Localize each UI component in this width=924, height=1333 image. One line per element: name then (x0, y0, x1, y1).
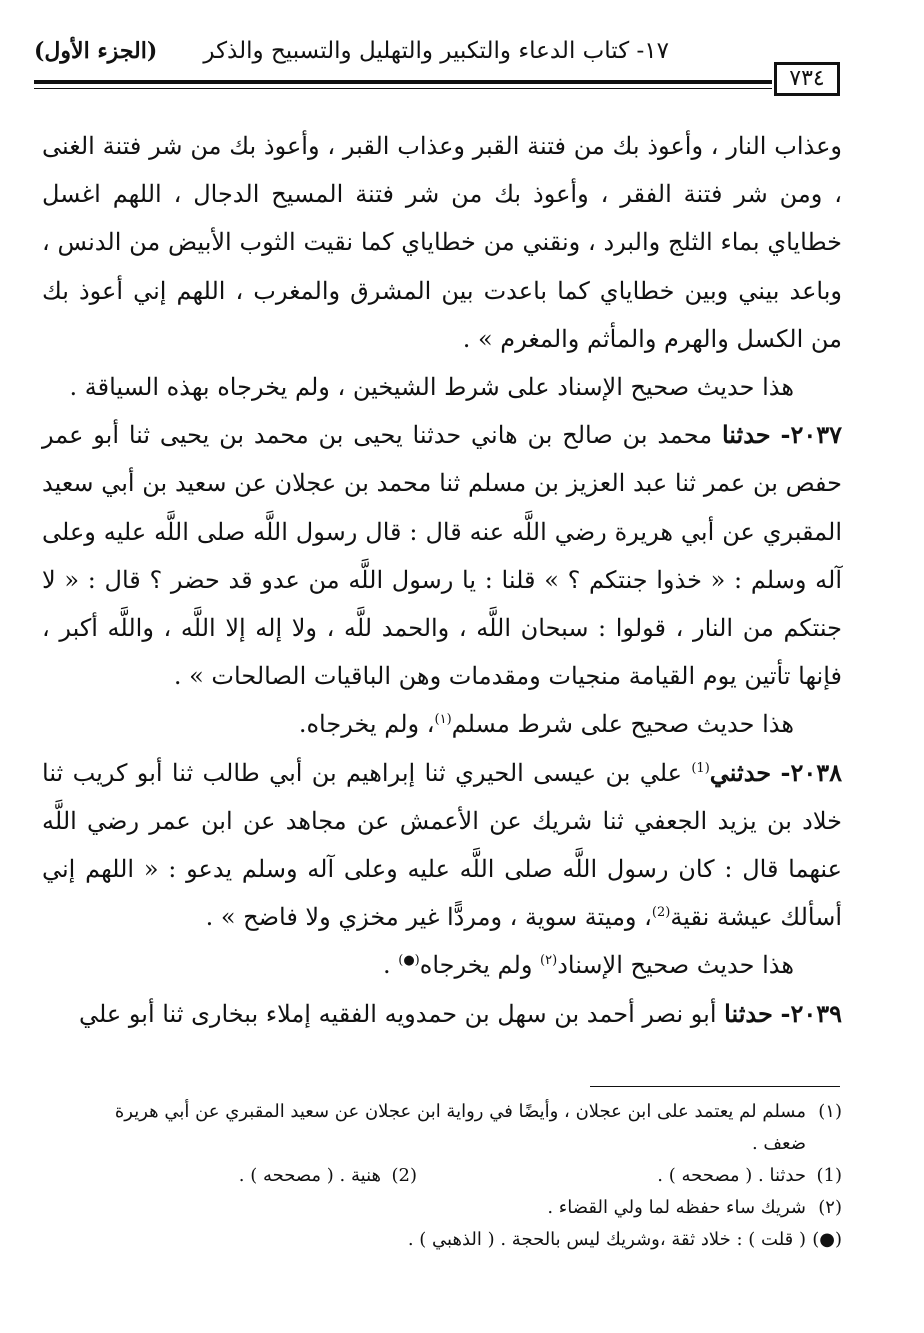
verdict-text: هذا حديث صحيح الإسناد (557, 951, 794, 980)
footnote-ref: (1) (691, 760, 710, 776)
footnote-ref: (2) (651, 905, 671, 921)
footnote-item (657, 1160, 842, 1192)
verdict-note (42, 941, 842, 989)
hadith-number: ٢٠٣٨- (780, 757, 842, 787)
footnote-mark: (2) (391, 1165, 417, 1186)
footnotes (42, 1096, 842, 1256)
hadith-number: ٢٠٣٧- (780, 420, 842, 450)
hadith-2037 (42, 411, 842, 700)
narration-lead: حدثنا (724, 998, 773, 1028)
footnote-text: ( قلت ) : خلاد ثقة ،وشريك ليس بالحجة . ( الذهبي ) . (407, 1229, 806, 1250)
footnote-item (42, 1192, 842, 1224)
footnote-pair (42, 1160, 842, 1192)
header-rule (34, 80, 772, 84)
footnote-item (42, 1096, 842, 1128)
footnote-ref: (١) (434, 712, 452, 728)
hadith-number: ٢٠٣٩- (780, 998, 842, 1028)
hadith-text: محمد بن صالح بن هاني حدثنا يحيى بن محمد بن يحيى ثنا أبو عمر حفص بن عمر ثنا عبد العزيز بن مسلم ثنا محمد بن عجلان عن سعيد بن أبي سعيد المقبري عن أبي هريرة رضي اللَّه عنه قال : قال رسول اللَّه صلى اللَّه عليه وعلى آله وسلم : « خذوا جنتكم ؟ » قلنا : يا رسول اللَّه من عدو قد حضر ؟ قال : « لا جنتكم من النار ، قولوا : سبحان اللَّه ، والحمد للَّه ، ولا إله إلا اللَّه ، واللَّه أكبر ، فإنها تأتين يوم القيامة منجيات ومقدمات وهن الباقيات الصالحات » . (42, 421, 842, 691)
part-label: (الجزء الأول) (34, 38, 158, 64)
footnote-ref: (●) (398, 953, 420, 969)
hadith-text: ، وميتة سوية ، ومردًّا غير مخزي ولا فاضح » . (205, 903, 652, 932)
footnote-mark: (١) (818, 1101, 842, 1122)
verdict-text: هذا حديث صحيح على شرط مسلم (451, 710, 794, 739)
chapter-title: ١٧- كتاب الدعاء والتكبير والتهليل والتسبيح والذكر (203, 38, 669, 64)
running-header (34, 38, 844, 78)
footnote-text: شريك ساء حفظه لما ولي القضاء . (547, 1197, 806, 1218)
verdict-note (42, 700, 842, 748)
footnote-text: حدثنا . ( مصححه ) . (657, 1165, 806, 1186)
verdict-text: ، ولم يخرجاه. (298, 710, 435, 739)
narration-lead: حدثنا (721, 420, 771, 450)
hadith-text: علي بن عيسى الحيري ثنا إبراهيم بن أبي طالب ثنا أبو كريب ثنا خلاد بن يزيد الجعفي ثنا شريك عن الأعمش عن مجاهد عن ابن عمر رضي اللَّه عنهما قال : كان رسول اللَّه صلى اللَّه عليه وعلى آله وسلم يدعو : « اللهم إني أسألك عيشة نقية (42, 758, 842, 932)
footnote-item (42, 1224, 842, 1256)
footnote-text: مسلم لم يعتمد على ابن عجلان ، وأيضًا في رواية ابن عجلان عن سعيد المقبري عن أبي هريرة (114, 1101, 806, 1122)
footnote-mark: (٢) (818, 1197, 842, 1218)
hadith-2038 (42, 749, 842, 942)
hadith-2039 (42, 990, 842, 1038)
footnote-continuation: ضعف . (751, 1133, 806, 1154)
main-text (42, 122, 842, 1038)
verdict-note: هذا حديث صحيح الإسناد على شرط الشيخين ، ولم يخرجاه بهذه السياقة . (69, 373, 794, 402)
footnote-mark: (1) (816, 1165, 842, 1186)
footnote-text: هنية . ( مصححه ) . (238, 1165, 381, 1186)
header-rule-thin (34, 88, 772, 89)
footnote-mark: (●) (812, 1229, 842, 1250)
footnote-separator (590, 1086, 840, 1087)
paragraph-continuation: وعذاب النار ، وأعوذ بك من فتنة القبر وعذاب القبر ، وأعوذ بك من شر فتنة الغنى ، ومن شر فتنة الفقر ، وأعوذ بك من شر فتنة المسيح الدجال ، اللهم اغسل خطاياي بماء الثلج والبرد ، ونقني من خطاياي كما نقيت الثوب الأبيض من الدنس ، وباعد بيني وبين خطاياي كما باعدت بين المشرق والمغرب ، اللهم إني أعوذ بك من الكسل والهرم والمأثم والمغرم » . (42, 132, 842, 353)
verdict-text: . (383, 951, 399, 980)
footnote-item (239, 1160, 417, 1192)
page-number: ٧٣٤ (774, 62, 840, 96)
narration-lead: حدثني (709, 757, 772, 787)
footnote-ref: (٢) (540, 953, 558, 969)
hadith-text: أبو نصر أحمد بن سهل بن حمدويه الفقيه إملاء ببخارى ثنا أبو علي (78, 999, 725, 1028)
verdict-text: ولم يخرجاه (419, 951, 541, 980)
